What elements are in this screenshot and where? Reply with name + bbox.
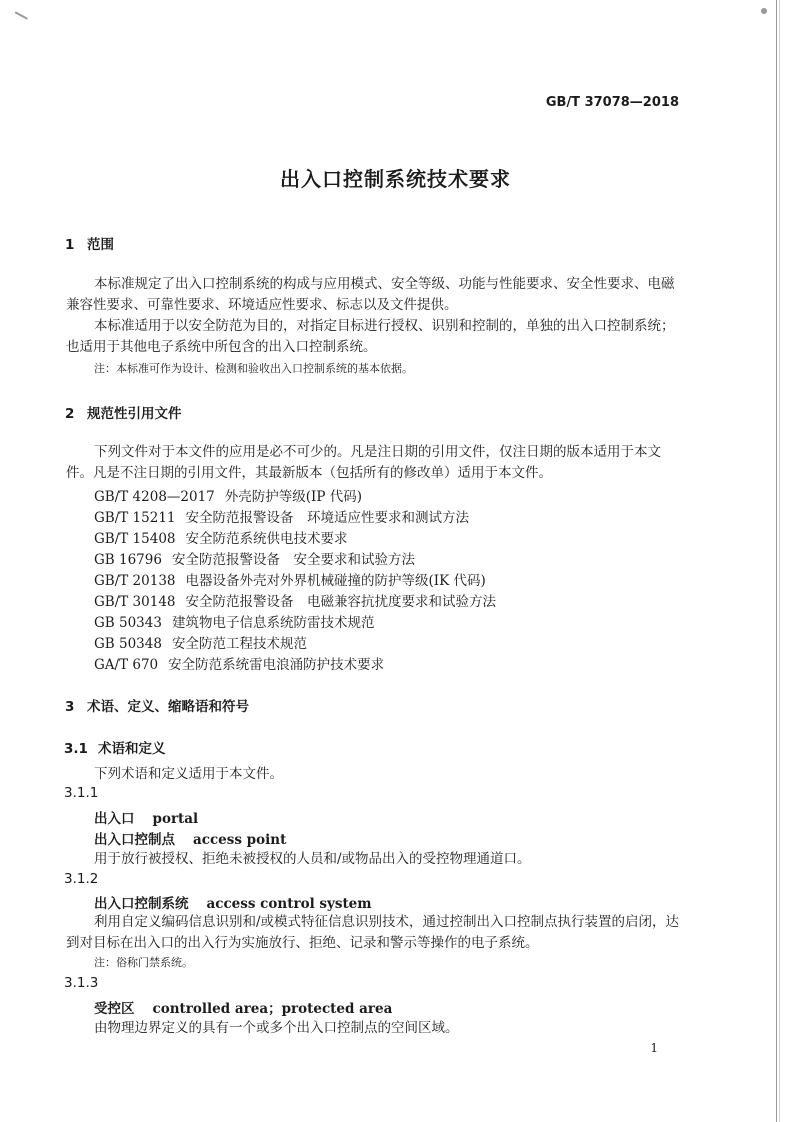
standard-code: GB/T 37078—2018 xyxy=(545,95,679,110)
term-heading xyxy=(94,828,286,848)
term-zh: 出入口控制点 xyxy=(94,832,175,848)
document-title: 出入口控制系统技术要求 xyxy=(280,167,511,191)
reference-code: GB 16796 xyxy=(94,552,162,568)
reference-item xyxy=(94,506,469,526)
reference-code: GB/T 20138 xyxy=(94,573,176,589)
references-intro: 下列文件对于本文件的应用是必不可少的。凡是注日期的引用文件，仅注日期的版本适用于本文件。凡是不注日期的引用文件，其最新版本（包括所有的修改单）适用于本文件。 xyxy=(66,444,661,481)
reference-item xyxy=(94,569,486,589)
reference-code: GB 50348 xyxy=(94,636,162,652)
reference-title: 安全防范报警设备 安全要求和试验方法 xyxy=(171,552,415,568)
reference-code: GA/T 670 xyxy=(94,657,159,673)
reference-item xyxy=(94,590,496,610)
term-note: 注：俗称门禁系统。 xyxy=(94,956,193,969)
term-heading xyxy=(94,892,372,912)
reference-title: 建筑物电子信息系统防雷技术规范 xyxy=(171,615,375,631)
section-number: 3.1 xyxy=(64,741,88,757)
term-definition: 由物理边界定义的具有一个或多个出入口控制点的空间区域。 xyxy=(94,1020,459,1036)
term-number: 3.1.2 xyxy=(64,871,99,887)
term-number: 3.1.1 xyxy=(64,785,99,801)
scan-corner-mark xyxy=(10,11,28,28)
reference-title: 安全防范工程技术规范 xyxy=(171,636,307,652)
term-heading xyxy=(94,807,198,827)
section-number: 1 xyxy=(65,237,75,253)
scope-paragraph-2: 本标准适用于以安全防范为目的，对指定目标进行授权、识别和控制的，单独的出入口控制系统；也适用于其他电子系统中所包含的出入口控制系统。 xyxy=(66,318,675,355)
reference-item xyxy=(94,653,384,673)
scope-paragraph-1: 本标准规定了出入口控制系统的构成与应用模式、安全等级、功能与性能要求、安全性要求、电磁兼容性要求、可靠性要求、环境适应性要求、标志以及文件提供。 xyxy=(66,276,675,313)
section-title: 术语和定义 xyxy=(98,741,166,757)
term-en: access control system xyxy=(206,896,372,912)
term-en: controlled area；protected area xyxy=(152,1001,393,1017)
reference-title: 安全防范系统雷电浪涌防护技术要求 xyxy=(168,657,385,673)
terms-intro: 下列术语和定义适用于本文件。 xyxy=(94,766,283,782)
section-title: 范围 xyxy=(87,237,114,253)
reference-item xyxy=(94,527,348,547)
term-number: 3.1.3 xyxy=(64,975,99,991)
reference-item xyxy=(94,632,307,652)
term-en: access point xyxy=(193,832,287,848)
term-heading xyxy=(94,997,392,1017)
section-2-heading xyxy=(65,402,182,422)
reference-title: 安全防范报警设备 电磁兼容抗扰度要求和试验方法 xyxy=(185,594,496,610)
page-number: 1 xyxy=(650,1041,658,1055)
term-zh: 出入口 xyxy=(94,811,135,827)
reference-code: GB/T 15211 xyxy=(94,510,176,526)
section-3-1-heading xyxy=(64,737,166,757)
section-number: 3 xyxy=(65,699,75,715)
reference-title: 电器设备外壳对外界机械碰撞的防护等级(IK 代码) xyxy=(185,573,486,589)
reference-item xyxy=(94,611,374,631)
term-en: portal xyxy=(152,811,199,827)
reference-title: 安全防范报警设备 环境适应性要求和测试方法 xyxy=(185,510,469,526)
section-title: 规范性引用文件 xyxy=(87,406,182,422)
scope-note: 注：本标准可作为设计、检测和验收出入口控制系统的基本依据。 xyxy=(94,362,413,375)
term-definition: 用于放行被授权、拒绝未被授权的人员和/或物品出入的受控物理通道口。 xyxy=(94,851,531,867)
reference-code: GB/T 4208—2017 xyxy=(94,489,215,505)
scan-corner-dot xyxy=(761,8,767,14)
reference-code: GB/T 30148 xyxy=(94,594,176,610)
section-3-heading xyxy=(65,695,249,715)
reference-code: GB/T 15408 xyxy=(94,531,176,547)
section-1-heading xyxy=(65,233,114,253)
term-zh: 受控区 xyxy=(94,1001,135,1017)
term-definition: 利用自定义编码信息识别和/或模式特征信息识别技术，通过控制出入口控制点执行装置的启闭，达到对目标在出入口的出入行为实施放行、拒绝、记录和警示等操作的电子系统。 xyxy=(66,914,680,951)
section-title: 术语、定义、缩略语和符号 xyxy=(87,699,249,715)
reference-item xyxy=(94,548,415,568)
reference-title: 外壳防护等级(IP 代码) xyxy=(224,489,363,505)
section-number: 2 xyxy=(65,406,75,422)
reference-title: 安全防范系统供电技术要求 xyxy=(185,531,348,547)
reference-code: GB 50343 xyxy=(94,615,162,631)
reference-item xyxy=(94,485,362,505)
term-zh: 出入口控制系统 xyxy=(94,896,189,912)
